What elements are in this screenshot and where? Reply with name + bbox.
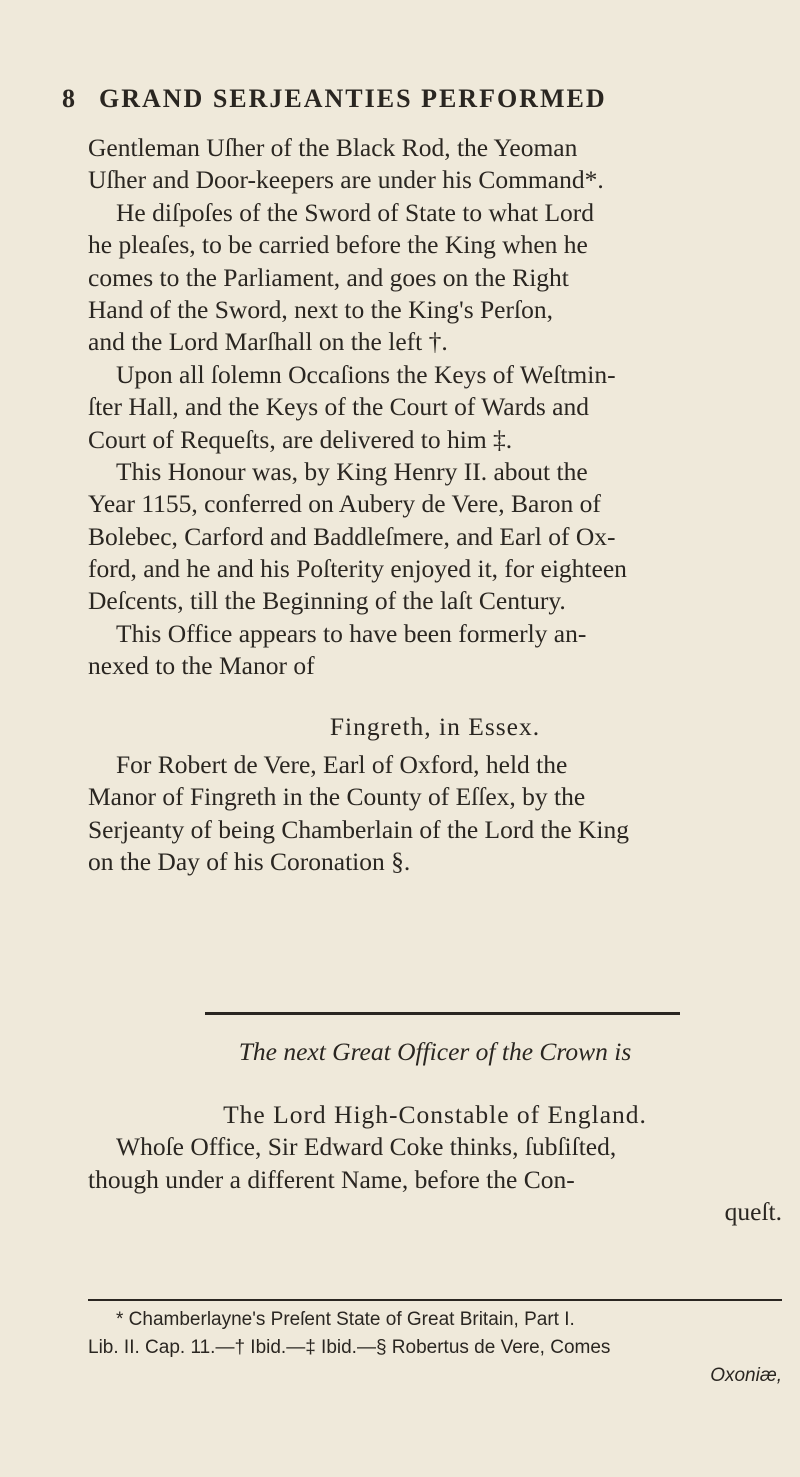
text-line: Hand of the Sword, next to the King's Perſon, xyxy=(88,294,553,324)
text-line: For Robert de Vere, Earl of Oxford, held the xyxy=(116,750,568,780)
text-line: Deſcents, till the Beginning of the laſt Century. xyxy=(88,586,566,616)
footnote-line: Oxoniæ, xyxy=(710,1365,782,1386)
subheading: The next Great Officer of the Crown is xyxy=(238,1037,632,1066)
text-line: Whoſe Office, Sir Edward Coke thinks, ſubſiſted, xyxy=(116,1132,617,1162)
text-line: comes to the Parliament, and goes on the Right xyxy=(88,262,569,292)
officer-title: The Lord High-Constable of England. xyxy=(223,1100,647,1129)
text-line: Year 1155, conferred on Aubery de Vere, Baron of xyxy=(88,489,601,519)
text-line: Gentleman Uſher of the Black Rod, the Yeoman xyxy=(88,133,578,162)
section-divider xyxy=(205,1012,680,1015)
footnote-line: * Chamberlayne's Preſent State of Great Britain, Part I. xyxy=(116,1309,575,1330)
text-line: Bolebec, Carford and Baddleſmere, and Earl of Ox- xyxy=(88,521,616,551)
text-line: Upon all ſolemn Occaſions the Keys of Weſtmin- xyxy=(116,359,616,389)
text-line: Manor of Fingreth in the County of Eſſex, by the xyxy=(88,782,586,812)
body-text xyxy=(88,132,782,879)
text-line: though under a different Name, before the Con- xyxy=(88,1164,575,1194)
text-line: Uſher and Door-keepers are under his Command*. xyxy=(88,165,604,195)
text-line: ſter Hall, and the Keys of the Court of Wards and xyxy=(88,392,589,422)
section-heading: Fingreth, in Essex. xyxy=(329,711,541,741)
running-title: GRAND SERJEANTIES PERFORMED xyxy=(99,84,607,113)
text-line: on the Day of his Coronation §. xyxy=(88,847,411,877)
text-line: Serjeanty of being Chamberlain of the Lord the King xyxy=(88,814,630,844)
text-line: queſt. xyxy=(724,1197,782,1227)
text-line: ford, and he and his Poſterity enjoyed it, for eighteen xyxy=(88,554,627,584)
text-line: nexed to the Manor of xyxy=(88,651,315,681)
footnote-line: Lib. II. Cap. 11.—† Ibid.—‡ Ibid.—§ Robertus de Vere, Comes xyxy=(88,1337,611,1358)
text-line: He diſpoſes of the Sword of State to what Lord xyxy=(116,197,595,227)
officer-section xyxy=(88,1099,782,1229)
text-line: Court of Requeſts, are delivered to him ‡. xyxy=(88,424,513,454)
text-line: This Office appears to have been formerly an- xyxy=(116,618,587,648)
page-number: 8 xyxy=(62,84,77,113)
text-line: and the Lord Marſhall on the left †. xyxy=(88,327,448,357)
footnote-divider xyxy=(88,1299,782,1301)
text-line: he pleaſes, to be carried before the King when he xyxy=(88,230,588,260)
running-header xyxy=(62,84,722,114)
footnotes xyxy=(88,1306,782,1390)
text-line: This Honour was, by King Henry II. about the xyxy=(116,456,588,486)
